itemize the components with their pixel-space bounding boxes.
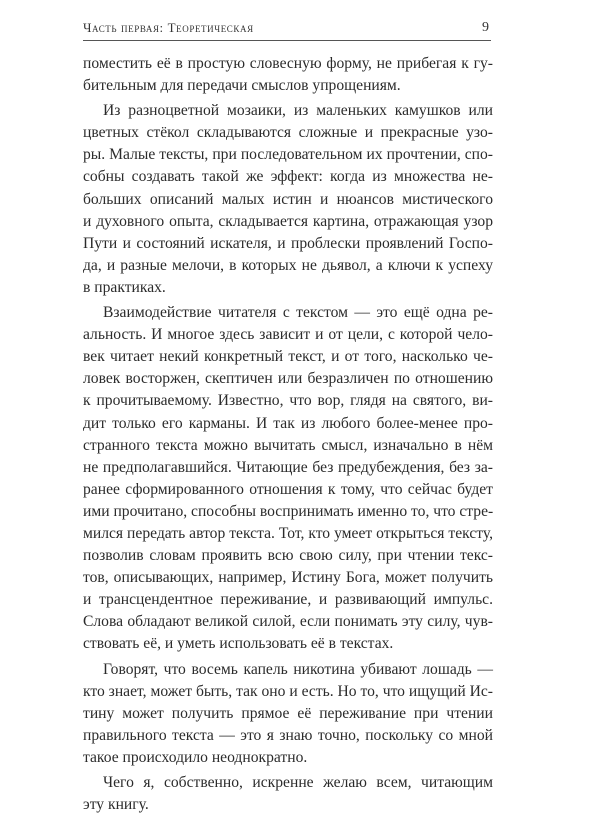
- text-line: Слова обладают великой силой, если понимать эту силу, чув-: [83, 613, 493, 631]
- text-line: кто знает, может быть, так оно и есть. Но то, что ищущий Ис-: [83, 682, 493, 700]
- text-line: мился передать автор текста. Тот, кто умеет открыться тексту,: [83, 524, 493, 542]
- body-text: [83, 53, 493, 819]
- text-line: больших описаний малых истин и нюансов мистического: [83, 190, 493, 208]
- text-line: ловек восторжен, скептичен или безразличен по отношению: [83, 370, 493, 388]
- text-line: Чего я, собственно, искренне желаю всем, читающим: [103, 774, 493, 791]
- text-line: поместить её в простую словесную форму, не прибегая к гу-: [83, 55, 493, 72]
- text-line: и трансцендентное переживание, и развивающий импульс.: [83, 591, 493, 609]
- running-title: Часть первая: Теоретическая: [83, 20, 254, 35]
- text-line: такое происходило неоднократно.: [83, 748, 308, 766]
- text-line: и духовного опыта, складывается картина, отражающая узор: [83, 212, 493, 230]
- text-line: странного текста можно вычитать смысл, изначально в нём: [83, 436, 493, 454]
- text-line: собны создавать такой же эффект: когда из множества не-: [83, 168, 493, 186]
- paragraph: [83, 659, 493, 769]
- text-line: Пути и состояний искателя, и проблески проявлений Госпо-: [83, 234, 493, 252]
- text-line: позволив словам проявить всю свою силу, при чтении текс-: [83, 547, 493, 565]
- text-line: в практиках.: [83, 278, 166, 296]
- text-line: к прочитываемому. Известно, что вор, глядя на святого, ви-: [83, 392, 493, 410]
- text-line: тину может получить прямое её переживание при чтении: [83, 704, 493, 722]
- text-line: ими прочитано, способны воспринимать именно то, что стре-: [83, 502, 494, 520]
- page-number: 9: [482, 20, 489, 35]
- text-line: Взаимодействие читателя с текстом — это ещё одна ре-: [103, 304, 493, 322]
- paragraph: [83, 772, 493, 816]
- text-line: да, и разные мелочи, в которых не дьявол, а ключи к успеху: [83, 256, 493, 274]
- text-line: дит только его карманы. И так из любого более-менее про-: [83, 414, 493, 432]
- text-line: альность. И многое здесь зависит и от цели, с которой чело-: [83, 326, 493, 344]
- text-line: век читает некий конкретный текст, и от того, насколько че-: [83, 348, 493, 366]
- running-header: [83, 18, 491, 41]
- text-line: Говорят, что восемь капель никотина убивают лошадь —: [103, 660, 493, 678]
- paragraph: [83, 302, 493, 656]
- text-line: ры. Малые тексты, при последовательном их прочтении, спо-: [83, 146, 493, 164]
- text-line: Из разноцветной мозаики, из маленьких камушков или: [103, 102, 493, 120]
- text-line: эту книгу.: [83, 796, 149, 814]
- text-line: цветных стёкол складываются сложные и прекрасные узо-: [83, 124, 493, 142]
- text-line: тов, описывающих, например, Истину Бога, может получить: [83, 569, 493, 587]
- text-line: правильного текста — это я знаю точно, поскольку со мной: [83, 726, 493, 744]
- text-line: ранее сформированного отношения к тому, что сейчас будет: [83, 480, 493, 498]
- paragraph: [83, 53, 493, 97]
- text-line: не предполагавшийся. Читающие без предубеждения, без за-: [83, 458, 493, 476]
- paragraph: [83, 100, 493, 299]
- text-line: ствовать её, и уметь использовать её в текстах.: [83, 635, 394, 653]
- text-line: бительным для передачи смыслов упрощениям.: [83, 77, 401, 95]
